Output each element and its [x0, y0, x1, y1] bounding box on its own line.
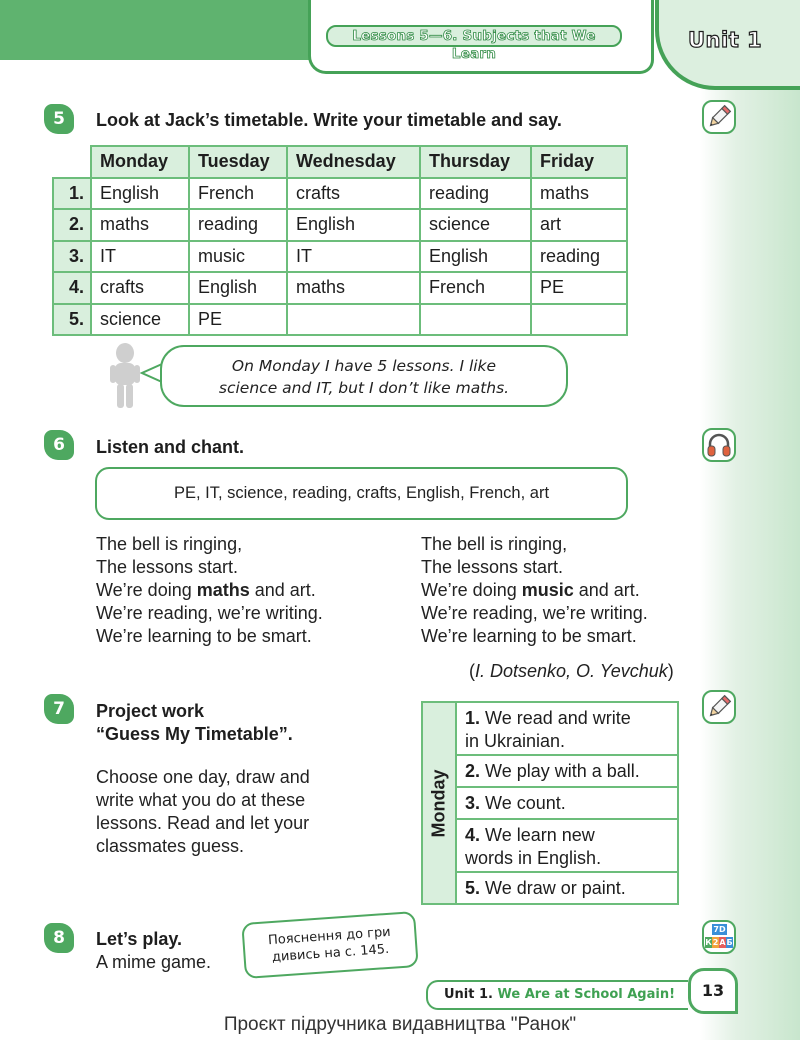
table-cell: PE — [531, 272, 627, 304]
verse-text: We’re doing — [96, 580, 197, 600]
body-line: classmates guess. — [96, 836, 245, 856]
verse-line: We’re learning to be smart. — [421, 626, 637, 646]
lesson-number: 1. — [53, 178, 91, 210]
footer-unit-prefix: Unit 1. — [444, 987, 493, 1002]
note-line: Пояснення до гри — [267, 924, 392, 949]
item-text: We read and write — [485, 708, 631, 728]
table-cell: crafts — [91, 272, 189, 304]
table-cell: reading — [531, 241, 627, 273]
verse-line — [421, 579, 648, 602]
item-text: We learn new — [485, 825, 595, 845]
table-cell: maths — [287, 272, 420, 304]
verse-line: The bell is ringing, — [96, 534, 243, 554]
block: К — [705, 938, 712, 947]
pencil-icon — [702, 690, 736, 724]
table-row — [53, 272, 627, 304]
speech-line-1: On Monday I have 5 lessons. I like — [231, 357, 497, 375]
table-cell: English — [91, 178, 189, 210]
note-line: дивись на с. 145. — [271, 941, 390, 966]
table-row — [53, 304, 627, 336]
item-number: 3. — [465, 793, 481, 813]
table-cell: IT — [91, 241, 189, 273]
table-cell: English — [287, 209, 420, 241]
page-number: 13 — [688, 968, 738, 1014]
item-number: 5. — [465, 878, 481, 898]
day-header: Tuesday — [189, 146, 287, 178]
publisher-note: Проєкт підручника видавництва "Ранок" — [223, 1014, 577, 1035]
verse-text: and art. — [573, 580, 640, 600]
table-row — [53, 241, 627, 273]
project-title-line: Project work — [96, 701, 205, 721]
speech-line-2: science and IT, but I don’t like maths. — [218, 379, 510, 397]
exercise-8-title: Let’s play. — [96, 929, 183, 949]
item-number: 4. — [465, 825, 481, 845]
block: Б — [726, 938, 733, 947]
body-line: write what you do at these — [96, 790, 306, 810]
table-cell: science — [420, 209, 531, 241]
paren-close: ) — [667, 661, 674, 681]
verse-line: We’re reading, we’re writing. — [96, 603, 323, 623]
lesson-title: Lessons 5—6. Subjects that We Learn — [326, 25, 622, 47]
table-cell: French — [420, 272, 531, 304]
item-text: We count. — [485, 793, 566, 813]
chant-words-box: PE, IT, science, reading, crafts, English, French, art — [95, 467, 628, 520]
item-number: 1. — [465, 708, 481, 728]
table-cell: reading — [189, 209, 287, 241]
letter-blocks-icon — [702, 920, 736, 954]
pencil-icon — [702, 100, 736, 134]
block: 2 — [712, 938, 719, 947]
lesson-number: 3. — [53, 241, 91, 273]
jack-timetable — [52, 145, 628, 336]
list-item — [455, 786, 679, 820]
verse-line — [96, 579, 323, 602]
verse-keyword: music — [521, 580, 574, 600]
day-header: Wednesday — [287, 146, 420, 178]
day-header: Thursday — [420, 146, 531, 178]
exercise-6-instruction: Listen and chant. — [96, 437, 245, 457]
table-cell: PE — [189, 304, 287, 336]
verse-line: We’re reading, we’re writing. — [421, 603, 648, 623]
headphones-icon[interactable] — [702, 428, 736, 462]
exercise-7-title — [96, 700, 293, 746]
item-text: We play with a ball. — [485, 761, 640, 781]
table-cell: science — [91, 304, 189, 336]
verse-line: The bell is ringing, — [421, 534, 568, 554]
table-cell: French — [189, 178, 287, 210]
chant-verse-2 — [421, 533, 648, 648]
verse-line: We’re learning to be smart. — [96, 626, 312, 646]
table-row — [53, 209, 627, 241]
verse-text: We’re doing — [421, 580, 522, 600]
day-header: Friday — [531, 146, 627, 178]
speech-bubble — [160, 345, 568, 407]
exercise-number-6: 6 — [44, 430, 74, 460]
authors-names: I. Dotsenko, O. Yevchuk — [475, 661, 668, 681]
item-text: We draw or paint. — [485, 878, 626, 898]
body-line: lessons. Read and let your — [96, 813, 310, 833]
lesson-number: 5. — [53, 304, 91, 336]
boy-silhouette-illustration — [108, 342, 142, 414]
project-title-line: “Guess My Timetable”. — [96, 724, 293, 744]
day-header: Monday — [91, 146, 189, 178]
table-cell: English — [420, 241, 531, 273]
verse-keyword: maths — [196, 580, 250, 600]
timetable-corner — [53, 146, 91, 178]
verse-line: The lessons start. — [421, 557, 564, 577]
lesson-number: 4. — [53, 272, 91, 304]
chant-authors — [469, 660, 674, 683]
list-item — [455, 754, 679, 788]
table-cell: maths — [91, 209, 189, 241]
table-cell: music — [189, 241, 287, 273]
list-item — [455, 871, 679, 905]
lesson-number: 2. — [53, 209, 91, 241]
item-number: 2. — [465, 761, 481, 781]
list-item — [455, 701, 679, 756]
exercise-number-5: 5 — [44, 104, 74, 134]
unit-label: Unit 1 — [688, 28, 763, 52]
table-cell: IT — [287, 241, 420, 273]
paren-open: ( — [469, 661, 475, 681]
footer-unit-label — [426, 980, 688, 1010]
exercise-8-body: A mime game. — [96, 952, 212, 972]
exercise-number-8: 8 — [44, 923, 74, 953]
list-item — [455, 818, 679, 873]
exercise-7-body — [96, 766, 310, 858]
exercise-5-instruction: Look at Jack’s timetable. Write your timetable and say. — [96, 110, 562, 130]
table-cell: English — [189, 272, 287, 304]
timetable-header-row — [53, 146, 627, 178]
exercise-number-7: 7 — [44, 694, 74, 724]
table-cell: crafts — [287, 178, 420, 210]
item-text: in Ukrainian. — [465, 731, 566, 751]
game-note-box — [241, 911, 418, 979]
monday-label-text: Monday — [428, 768, 449, 838]
block-top: 7D — [713, 925, 726, 934]
item-text: words in English. — [465, 848, 602, 868]
verse-text: and art. — [249, 580, 316, 600]
table-cell — [420, 304, 531, 336]
footer-unit-title: We Are at School Again! — [497, 987, 676, 1002]
table-row — [53, 178, 627, 210]
verse-line: The lessons start. — [96, 557, 239, 577]
table-cell: reading — [420, 178, 531, 210]
chant-verse-1 — [96, 533, 323, 648]
table-cell: art — [531, 209, 627, 241]
blocks-group — [705, 923, 733, 951]
table-cell: maths — [531, 178, 627, 210]
monday-label — [421, 701, 457, 905]
body-line: Choose one day, draw and — [96, 767, 310, 787]
block: А — [719, 938, 726, 947]
table-cell — [531, 304, 627, 336]
table-cell — [287, 304, 420, 336]
